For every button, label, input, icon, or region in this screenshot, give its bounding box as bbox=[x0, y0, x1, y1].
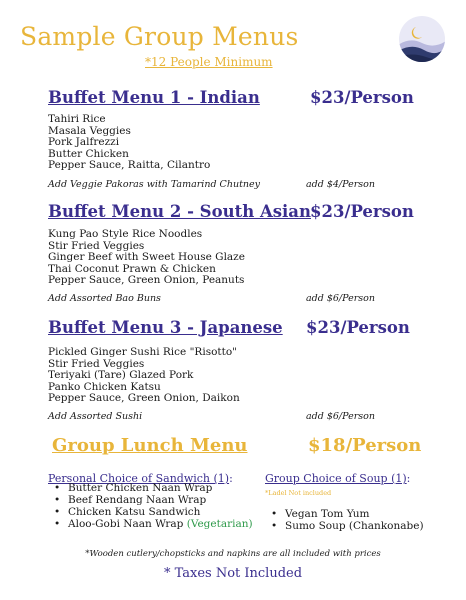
list-item: • Chicken Katsu Sandwich bbox=[48, 506, 253, 518]
list-item: Panko Chicken Katsu bbox=[48, 380, 161, 393]
sandwich-heading: Personal Choice of Sandwich (1) bbox=[48, 472, 230, 485]
list-item: Pickled Ginger Sushi Rice "Risotto" bbox=[48, 346, 237, 358]
list-item: Stir Fried Veggies bbox=[48, 239, 145, 252]
list-item: Pepper Sauce, Raitta, Cilantro bbox=[48, 159, 211, 172]
menu-3-addon: Add Assorted Sushi bbox=[48, 411, 143, 422]
vegetarian-label: (Vegetarian) bbox=[186, 518, 253, 530]
page-title: Sample Group Menus bbox=[20, 22, 299, 51]
soup-list bbox=[265, 508, 424, 532]
menu-2-items bbox=[48, 229, 245, 287]
list-item: Kung Pao Style Rice Noodles bbox=[48, 228, 203, 240]
cutlery-note: *Wooden cutlery/chopsticks and napkins are all included with prices bbox=[85, 549, 381, 559]
list-item: Stir Fried Veggies bbox=[48, 357, 145, 370]
menu-3-heading: Buffet Menu 3 - Japanese bbox=[48, 318, 283, 337]
list-item: • Sumo Soup (Chankonabe) bbox=[265, 520, 424, 532]
menu-1-price: $23/Person bbox=[310, 88, 414, 107]
menu-2-heading: Buffet Menu 2 - South Asian bbox=[48, 202, 311, 221]
menu-1-addon: Add Veggie Pakoras with Tamarind Chutney bbox=[48, 179, 260, 190]
menu-2-addon: Add Assorted Bao Buns bbox=[48, 293, 161, 304]
list-item: • Butter Chicken Naan Wrap bbox=[48, 482, 253, 494]
soup-heading-row bbox=[265, 467, 410, 486]
list-item: Teriyaki (Tare) Glazed Pork bbox=[48, 369, 194, 382]
ladle-note: *Ladel Not included bbox=[265, 489, 332, 497]
sandwich-name: Aloo-Gobi Naan Wrap bbox=[68, 518, 184, 530]
soup-heading-colon: : bbox=[406, 472, 411, 485]
taxes-note: * Taxes Not Included bbox=[163, 566, 303, 581]
list-item: Pepper Sauce, Green Onion, Daikon bbox=[48, 392, 240, 405]
list-item: Pork Jalfrezzi bbox=[48, 136, 120, 149]
minimum-note: *12 People Minimum bbox=[145, 55, 273, 69]
list-item: Masala Veggies bbox=[48, 124, 131, 137]
menu-3-items bbox=[48, 347, 240, 405]
menu-2-addon-price: add $6/Person bbox=[306, 293, 375, 304]
list-item: • Beef Rendang Naan Wrap bbox=[48, 494, 253, 506]
list-item bbox=[48, 518, 253, 530]
soup-heading: Group Choice of Soup (1) bbox=[265, 472, 407, 485]
list-item: • Vegan Tom Yum bbox=[265, 508, 424, 520]
menu-3-price: $23/Person bbox=[306, 318, 410, 337]
menu-3-addon-price: add $6/Person bbox=[306, 411, 375, 422]
moon-over-waves-icon bbox=[398, 15, 446, 63]
lunch-price: $18/Person bbox=[308, 435, 422, 456]
sandwich-heading-colon: : bbox=[229, 472, 233, 485]
menu-1-heading: Buffet Menu 1 - Indian bbox=[48, 88, 260, 107]
menu-1-items bbox=[48, 114, 210, 172]
list-item: Pepper Sauce, Green Onion, Peanuts bbox=[48, 274, 245, 287]
list-item: Tahiri Rice bbox=[48, 113, 106, 125]
lunch-heading: Group Lunch Menu bbox=[52, 435, 248, 456]
list-item: Thai Coconut Prawn & Chicken bbox=[48, 262, 216, 275]
list-item: Butter Chicken bbox=[48, 147, 129, 160]
menu-1-addon-price: add $4/Person bbox=[306, 179, 375, 190]
list-item: Ginger Beef with Sweet House Glaze bbox=[48, 251, 245, 264]
menu-2-price: $23/Person bbox=[310, 202, 414, 221]
sandwich-list bbox=[48, 482, 253, 530]
